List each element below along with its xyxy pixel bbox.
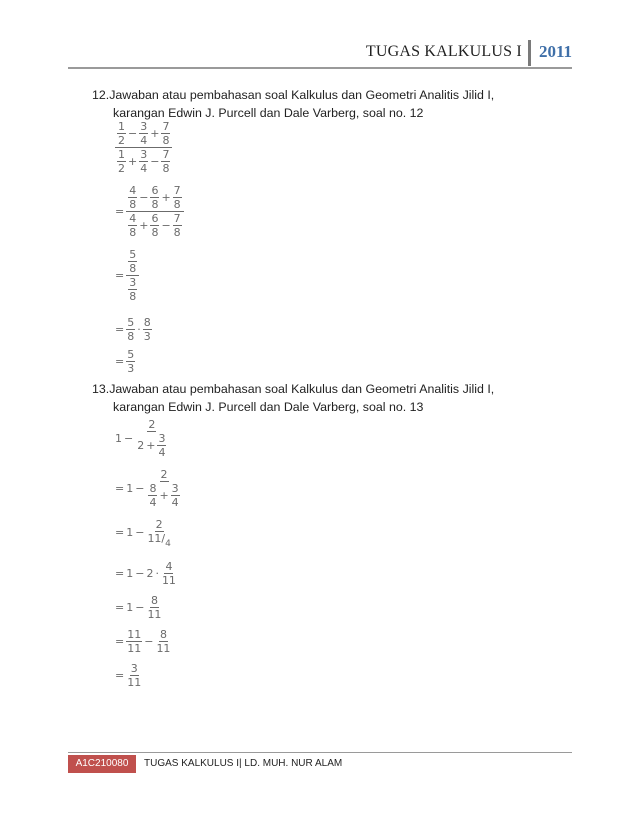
step-12-5: = $\frac{5}{3}$ xyxy=(115,348,135,375)
footer-rule xyxy=(68,752,572,753)
question-12 xyxy=(92,86,562,122)
page-header xyxy=(366,40,572,66)
footer-text: TUGAS KALKULUS I| LD. MUH. NUR ALAM xyxy=(144,758,343,769)
step-12-1 xyxy=(114,120,173,175)
step-13-3: = 1 − $\frac{2}{11/_4}$ xyxy=(115,518,171,549)
question-13 xyxy=(92,380,562,416)
complex-numerator: $\frac{1}{2}$ − $\frac{3}{4}$ + $\frac{7}{8}$ xyxy=(115,120,172,148)
step-13-6: = $\frac{11}{11}$ − $\frac{8}{11}$ xyxy=(115,628,171,655)
step-13-1: 1 − 2 2 + $\frac{3}{4}$ xyxy=(115,418,166,459)
complex-denominator: $\frac{1}{2}$ + $\frac{3}{4}$ − $\frac{7}{8}$ xyxy=(118,148,170,175)
header-rule xyxy=(68,67,572,69)
question-12-line-2: karangan Edwin J. Purcell dan Dale Varberg, soal no. 12 xyxy=(113,106,424,120)
step-13-4: = 1 − 2 · $\frac{4}{11}$ xyxy=(115,560,176,587)
step-13-5: = 1 − $\frac{8}{11}$ xyxy=(115,594,162,621)
question-12-line-1: 12.Jawaban atau pembahasan soal Kalkulus dan Geometri Analitis Jilid I, xyxy=(92,88,495,102)
step-13-2: = 1 − 2 $\frac{8}{4}$ + $\frac{3}{4}$ xyxy=(115,468,179,509)
footer-student-code: A1C210080 xyxy=(68,755,136,773)
step-13-7: = $\frac{3}{11}$ xyxy=(115,662,142,689)
complex-fraction xyxy=(115,120,172,175)
step-12-2: = $\frac{4}{8}$ − $\frac{6}{8}$ + $\frac{7}{8}$ $\frac{4}{8}$ + $\frac{6}{8}$ − $\frac{7}{8}$ xyxy=(114,184,185,239)
header-year: 2011 xyxy=(538,42,572,61)
step-12-3: = $\frac{\frac{5}{8}}{\frac{3}{8}}$ xyxy=(114,248,140,303)
question-13-line-1: 13.Jawaban atau pembahasan soal Kalkulus dan Geometri Analitis Jilid I, xyxy=(92,382,495,396)
header-title: TUGAS KALKULUS I xyxy=(365,43,522,60)
step-12-4: = $\frac{5}{8}$ · $\frac{8}{3}$ xyxy=(115,316,151,343)
question-13-line-2: karangan Edwin J. Purcell dan Dale Varberg, soal no. 13 xyxy=(113,400,424,414)
